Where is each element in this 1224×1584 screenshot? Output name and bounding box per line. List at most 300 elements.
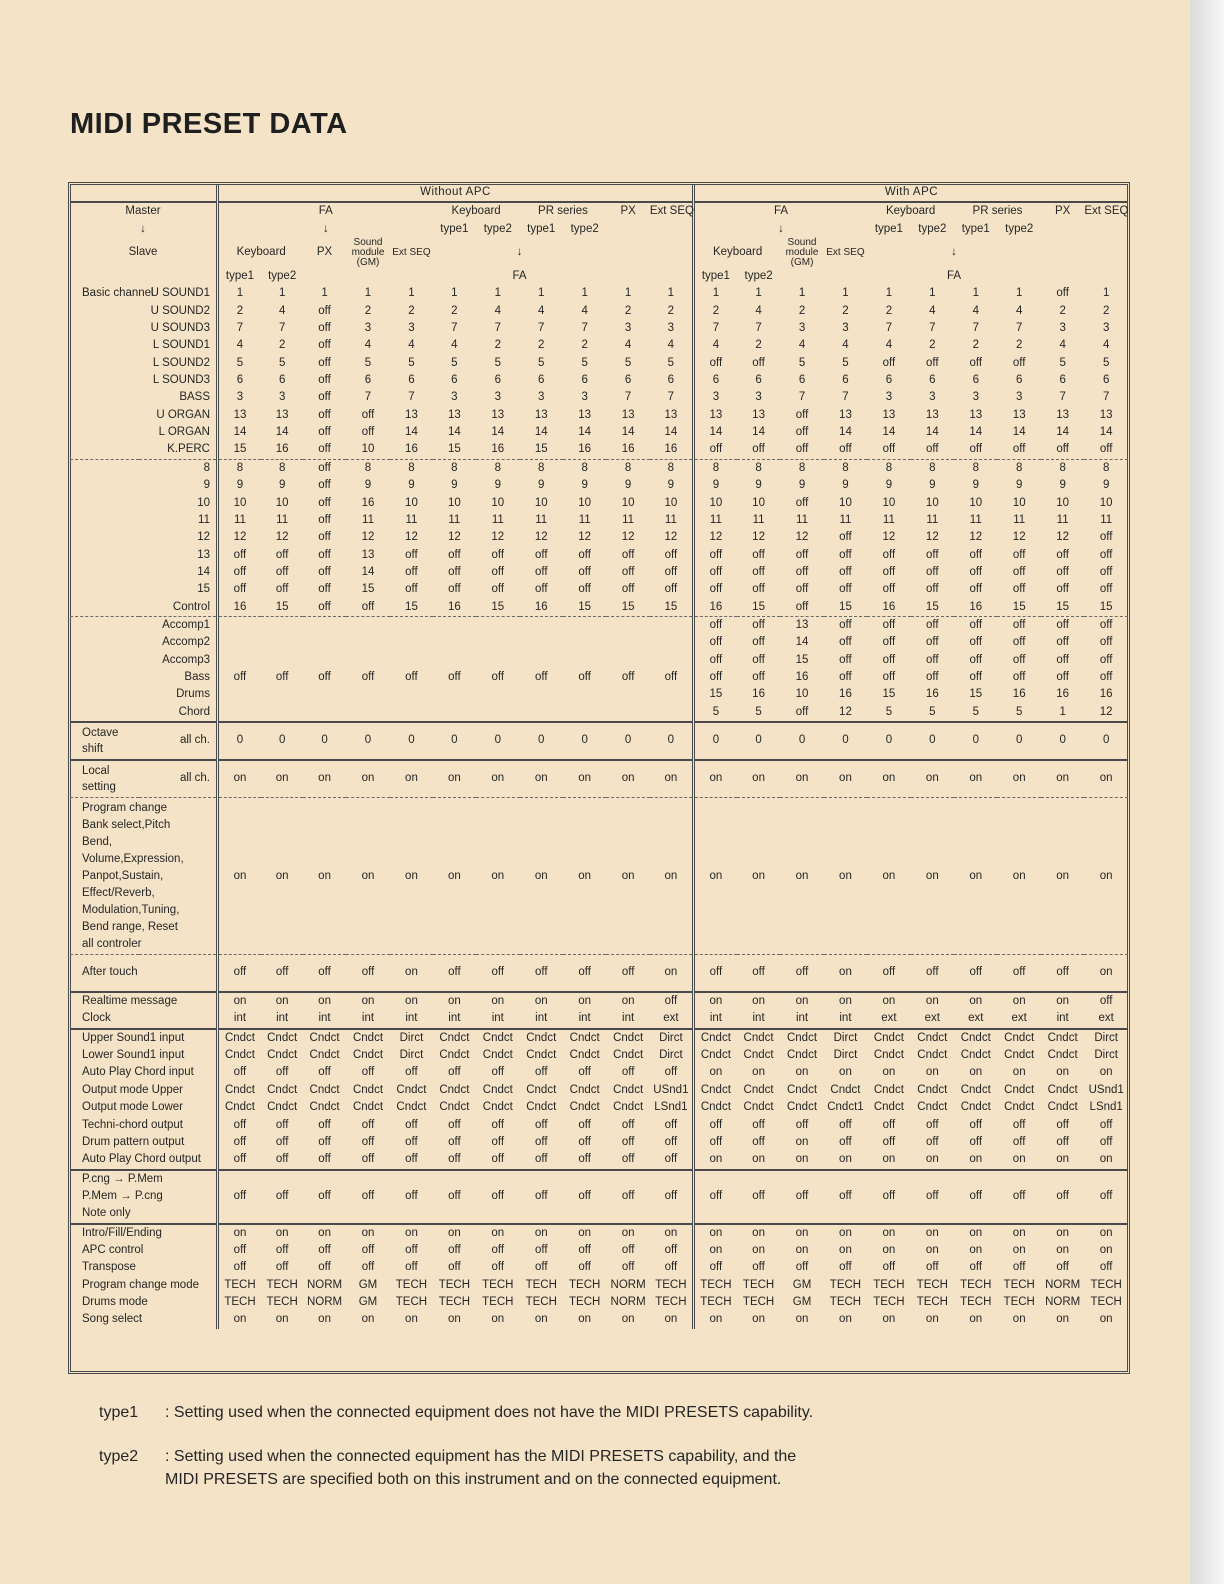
value-cell: 6 (494, 374, 502, 387)
value-cell: 3 (581, 391, 588, 404)
value-cell: on (476, 1224, 519, 1242)
table-row (70, 1224, 1128, 1242)
value-cell: TECH (1090, 1278, 1122, 1291)
table-row (70, 652, 1128, 669)
value-cell: ext (1098, 1012, 1114, 1025)
value-cell (520, 652, 563, 669)
value-cell: 12 (405, 531, 418, 544)
value-cell: on (405, 1313, 418, 1326)
value-cell: off (926, 653, 939, 666)
value-cell: 9 (1059, 479, 1066, 492)
value-cell: off (693, 1117, 736, 1134)
table-row (70, 1134, 1128, 1151)
value-cell: 8 (1084, 459, 1128, 477)
value-cell: off (318, 374, 331, 387)
value-cell: off (433, 1170, 476, 1224)
value-cell: on (361, 1313, 375, 1326)
value-cell (303, 616, 345, 634)
row-group-label: Output mode Lower (82, 1101, 184, 1114)
row-label: Drums (176, 688, 210, 701)
value-cell: 14 (752, 426, 765, 439)
value-cell: off (534, 1066, 548, 1079)
value-cell: on (390, 1224, 432, 1242)
value-cell: on (1012, 1313, 1026, 1326)
value-cell: 9 (538, 479, 545, 492)
value-cell: off (1012, 548, 1026, 561)
value-cell: on (447, 1313, 461, 1326)
value-cell: 9 (1016, 479, 1023, 492)
value-cell: Cndct (1004, 1101, 1035, 1114)
table-row (70, 634, 1128, 651)
value-cell: 11 (882, 513, 895, 526)
value-cell: Cndct (218, 1082, 261, 1099)
value-cell: off (1084, 992, 1128, 1010)
value-cell (218, 704, 261, 722)
value-cell: off (664, 548, 678, 561)
value-cell: on (693, 797, 736, 954)
value-cell: 0 (606, 722, 649, 760)
value-cell: 2 (364, 304, 372, 317)
value-cell: off (361, 1153, 375, 1166)
value-cell: 11 (796, 513, 808, 526)
value-cell: Cndct (873, 1049, 904, 1062)
value-cell: off (693, 441, 736, 459)
value-cell: 7 (1102, 391, 1110, 404)
value-cell: off (448, 1153, 461, 1166)
table-row (70, 669, 1128, 686)
value-cell: Cndct (482, 1101, 513, 1114)
value-cell: 11 (535, 513, 548, 526)
value-cell: 1 (624, 287, 632, 300)
value-cell: 1 (1102, 287, 1110, 300)
value-cell: 10 (1012, 496, 1026, 509)
value-cell: on (606, 1224, 649, 1242)
value-cell: off (969, 1135, 983, 1148)
value-cell: on (1084, 760, 1128, 798)
value-cell: 11 (362, 513, 374, 526)
value-cell: 5 (408, 356, 415, 369)
value-cell: off (1012, 443, 1026, 456)
value-cell: TECH (742, 1295, 775, 1308)
value-cell: 16 (969, 600, 983, 613)
value-cell: off (969, 653, 983, 666)
value-cell: off (218, 547, 261, 564)
value-cell: off (1056, 1118, 1069, 1131)
note-type2-text: : Setting used when the connected equipment has the MIDI PRESETS capability, and the (165, 1448, 797, 1465)
value-cell: 5 (693, 704, 736, 722)
value-cell: off (361, 1066, 375, 1079)
value-cell: 4 (972, 304, 979, 317)
value-cell: 4 (494, 304, 502, 317)
keyboard-label: Keyboard (433, 202, 520, 220)
row-group-label (70, 599, 139, 617)
value-cell: 16 (1012, 688, 1026, 701)
value-cell: 11 (448, 513, 461, 526)
value-cell: 13 (534, 408, 548, 421)
value-cell: off (405, 1153, 418, 1166)
value-cell: on (795, 1066, 809, 1079)
value-cell: 7 (842, 391, 849, 404)
value-cell (390, 616, 432, 634)
value-cell: off (1056, 1261, 1069, 1274)
value-cell: 1 (693, 285, 736, 302)
table-row (70, 424, 1128, 441)
value-cell: on (261, 760, 303, 798)
value-cell: off (737, 616, 780, 634)
row-group-label (70, 652, 139, 669)
value-cell: 0 (737, 722, 780, 760)
value-cell: off (491, 1135, 505, 1148)
value-cell: off (882, 636, 896, 649)
value-cell: off (578, 565, 591, 578)
row-label: L SOUND3 (152, 374, 210, 387)
value-cell: 15 (925, 600, 939, 613)
value-cell: 15 (1012, 600, 1026, 613)
value-cell: off (218, 1259, 261, 1276)
group-header-row (70, 184, 1128, 202)
value-cell: off (318, 479, 331, 492)
value-cell: 9 (278, 479, 286, 492)
value-cell: 13 (578, 408, 592, 421)
value-cell: TECH (873, 1278, 905, 1291)
value-cell (650, 616, 694, 634)
value-cell: off (534, 1153, 548, 1166)
value-cell: 5 (278, 356, 286, 369)
value-cell: on (433, 992, 476, 1010)
value-cell: 15 (664, 600, 678, 613)
value-cell: on (882, 1313, 896, 1326)
value-cell: TECH (693, 1294, 736, 1311)
slave-keyboard: Keyboard (218, 238, 304, 268)
value-cell: 6 (581, 374, 588, 387)
value-cell: Cndct (1047, 1049, 1078, 1062)
row-group-label (70, 495, 139, 512)
value-cell: 12 (839, 705, 852, 718)
value-cell: Cndct (780, 1029, 823, 1047)
value-cell: ext (663, 1012, 679, 1025)
value-cell: 13 (752, 408, 765, 421)
value-cell: 15 (491, 600, 505, 613)
value-cell: 9 (798, 479, 806, 492)
note-type2-key: type2 (99, 1448, 139, 1465)
value-cell: off (448, 670, 461, 683)
value-cell: 7 (972, 322, 979, 335)
value-cell: on (997, 797, 1040, 954)
value-cell: on (218, 1224, 261, 1242)
value-cell (650, 686, 694, 703)
value-cell: 0 (218, 722, 261, 760)
value-cell: 5 (1102, 356, 1110, 369)
value-cell: 4 (1016, 304, 1023, 317)
value-cell: off (795, 583, 809, 596)
value-cell: 0 (261, 722, 303, 760)
value-cell: 16 (491, 443, 505, 456)
value-cell: 14 (1056, 426, 1070, 439)
value-cell: Cndct (218, 1099, 261, 1116)
value-cell: 9 (1102, 479, 1110, 492)
value-cell: off (218, 581, 261, 598)
value-cell: 1 (451, 287, 458, 300)
value-cell: Cndct (526, 1083, 557, 1096)
value-cell: 15 (621, 600, 635, 613)
row-group-label (70, 320, 139, 337)
row-label: Chord (178, 705, 210, 718)
slave-ext-seq: Ext SEQ (392, 247, 431, 259)
value-cell: off (969, 565, 983, 578)
value-cell: on (218, 992, 261, 1010)
value-cell: off (361, 600, 375, 613)
value-cell: 10 (534, 496, 548, 509)
value-cell: Cndct (303, 1029, 345, 1047)
value-cell: 1 (581, 287, 588, 300)
value-cell: on (752, 1066, 765, 1079)
row-group-label (70, 389, 139, 406)
value-cell: 5 (364, 356, 372, 369)
value-cell: TECH (266, 1278, 298, 1291)
value-cell: off (1099, 636, 1113, 649)
value-cell: TECH (693, 1277, 736, 1294)
value-cell: off (664, 670, 678, 683)
value-cell: off (795, 705, 809, 718)
value-cell: 1 (755, 287, 762, 300)
value-cell: off (621, 1135, 635, 1148)
value-cell: off (1099, 583, 1113, 596)
value-cell: 12 (621, 531, 635, 544)
value-cell: 3 (408, 322, 415, 335)
value-cell: on (795, 1243, 809, 1256)
value-cell: off (954, 1170, 997, 1224)
value-cell: off (926, 1118, 939, 1131)
value-cell: 8 (390, 459, 432, 477)
value-cell: 5 (929, 705, 936, 718)
value-cell: on (693, 1224, 736, 1242)
value-cell: 8 (650, 459, 694, 477)
value-cell: Cndct (613, 1049, 644, 1062)
value-cell: on (1056, 1153, 1070, 1166)
value-cell: 7 (451, 322, 458, 335)
value-cell: 10 (1099, 496, 1113, 509)
value-cell: 4 (218, 337, 261, 354)
value-cell: Cndct (309, 1101, 340, 1114)
value-cell: on (1056, 1313, 1070, 1326)
value-cell: 16 (795, 670, 809, 683)
value-cell: 13 (405, 408, 418, 421)
value-cell: 8 (563, 459, 606, 477)
value-cell: 2 (581, 339, 588, 352)
value-cell: on (1041, 1224, 1084, 1242)
value-cell (390, 652, 432, 669)
value-cell: on (218, 797, 261, 954)
row-group-label: Lower Sound1 input (82, 1049, 185, 1062)
value-cell: NORM (610, 1278, 646, 1291)
value-cell: Cndct (346, 1029, 390, 1047)
value-cell: on (650, 1224, 694, 1242)
value-cell: Cndct (439, 1101, 470, 1114)
value-cell: 13 (1012, 408, 1026, 421)
value-cell: 1 (798, 287, 806, 300)
value-cell: 16 (218, 599, 261, 617)
value-cell: 10 (839, 496, 852, 509)
value-cell: 16 (405, 443, 418, 456)
value-cell: 15 (405, 600, 418, 613)
value-cell (563, 634, 606, 651)
value-cell: off (578, 1153, 591, 1166)
row-group-label: Intro/Fill/Ending (70, 1224, 218, 1242)
value-cell: off (318, 548, 331, 561)
value-cell: Cndct (954, 1029, 997, 1047)
value-cell: 1 (278, 287, 286, 300)
value-cell: 14 (405, 426, 418, 439)
value-cell: 3 (218, 389, 261, 406)
master-arrow: ↓ (140, 222, 146, 235)
value-cell: on (1041, 797, 1084, 954)
value-cell: 2 (538, 339, 545, 352)
value-cell: 11 (405, 513, 418, 526)
value-cell: 9 (929, 479, 936, 492)
value-cell: Cndct (737, 1029, 780, 1047)
value-cell: on (476, 760, 519, 798)
value-cell: 8 (433, 459, 476, 477)
value-cell: 7 (929, 322, 936, 335)
value-cell: 8 (780, 459, 823, 477)
value-cell: TECH (569, 1295, 601, 1308)
value-cell: 13 (1099, 408, 1113, 421)
row-label: 8 (139, 459, 218, 477)
row-group-label: Drums mode (82, 1295, 148, 1308)
value-cell: 4 (278, 304, 286, 317)
value-cell: 10 (925, 496, 939, 509)
value-cell: on (752, 1243, 765, 1256)
value-cell (261, 616, 303, 634)
value-cell: off (954, 955, 997, 993)
value-cell: 8 (1041, 459, 1084, 477)
value-cell: 10 (795, 688, 809, 701)
slave-arrow-apc: ↓ (951, 246, 957, 259)
value-cell: 15 (578, 600, 592, 613)
value-cell: 3 (842, 322, 849, 335)
value-cell: 15 (534, 443, 548, 456)
value-cell: TECH (655, 1295, 687, 1308)
value-cell: off (664, 1066, 678, 1079)
value-cell: off (795, 408, 809, 421)
value-cell: 2 (885, 304, 893, 317)
row-label: U SOUND2 (150, 304, 210, 317)
value-cell: off (218, 1117, 261, 1134)
value-cell: off (969, 443, 983, 456)
value-cell: int (318, 1012, 331, 1025)
value-cell: off (1012, 1118, 1026, 1131)
value-cell: 13 (361, 548, 375, 561)
value-cell: int (693, 1010, 736, 1028)
value-cell: 0 (1041, 722, 1084, 760)
pr-series-label-apc: PR series (954, 202, 1041, 220)
value-cell (261, 634, 303, 651)
value-cell: off (491, 565, 505, 578)
value-cell: 15 (882, 688, 896, 701)
value-cell: Cndct (267, 1083, 298, 1096)
value-cell: 8 (911, 459, 954, 477)
value-cell: off (405, 548, 418, 561)
value-cell: 14 (795, 636, 809, 649)
value-cell: int (276, 1012, 289, 1025)
value-cell: on (218, 1311, 261, 1328)
value-cell: Cndct (917, 1049, 948, 1062)
value-cell: Cndct (743, 1101, 774, 1114)
value-cell: on (737, 1224, 780, 1242)
value-cell: 3 (451, 391, 458, 404)
value-cell: Cndct (613, 1083, 644, 1096)
row-group-label (70, 337, 139, 354)
value-cell: on (969, 1066, 983, 1079)
value-cell: 2 (1102, 304, 1110, 317)
value-cell: Cndct (867, 1029, 910, 1047)
value-cell (476, 652, 519, 669)
value-cell: 13 (780, 616, 823, 634)
value-cell: 13 (839, 408, 852, 421)
value-cell: off (693, 547, 736, 564)
value-cell: off (1084, 616, 1128, 634)
value-cell: 14 (1099, 426, 1113, 439)
value-cell: off (621, 1153, 635, 1166)
table-row (70, 992, 1128, 1010)
value-cell: on (752, 1153, 765, 1166)
pr-type2-label-apc: type2 (1005, 222, 1034, 235)
value-cell: off (693, 616, 736, 634)
value-cell: TECH (395, 1278, 428, 1291)
table-row (70, 760, 1128, 798)
value-cell: int (578, 1012, 591, 1025)
value-cell: off (318, 304, 331, 317)
row-label: Accomp1 (139, 616, 218, 634)
value-cell: 10 (693, 495, 736, 512)
value-cell: off (621, 1118, 635, 1131)
value-cell: 12 (1056, 531, 1070, 544)
value-cell: on (1099, 1153, 1113, 1166)
table-row (70, 372, 1128, 389)
value-cell: 5 (667, 356, 675, 369)
value-cell: 16 (1056, 688, 1070, 701)
value-cell (261, 652, 303, 669)
value-cell: 7 (278, 322, 286, 335)
value-cell (650, 652, 694, 669)
value-cell: 16 (534, 600, 548, 613)
value-cell: Cndct (743, 1049, 774, 1062)
value-cell: off (1041, 616, 1084, 634)
value-cell: on (1041, 992, 1084, 1010)
value-cell: 12 (1099, 705, 1113, 718)
row-label: K.PERC (167, 443, 210, 456)
value-cell: on (824, 992, 867, 1010)
value-cell: off (867, 616, 910, 634)
page-edge (1190, 0, 1224, 1584)
value-cell: 11 (693, 512, 736, 529)
value-cell: on (954, 992, 997, 1010)
value-cell: on (606, 992, 649, 1010)
value-cell (606, 634, 649, 651)
value-cell: 2 (624, 304, 632, 317)
row-label: all ch. (139, 760, 218, 798)
value-cell: off (621, 565, 635, 578)
value-cell: int (1056, 1012, 1069, 1025)
value-cell: off (578, 548, 591, 561)
row-label: Accomp3 (162, 653, 210, 666)
value-cell: off (1056, 287, 1069, 300)
value-cell: 3 (667, 322, 675, 335)
value-cell: 8 (606, 459, 649, 477)
value-cell: 4 (693, 337, 736, 354)
value-cell: off (1012, 583, 1026, 596)
value-cell: off (275, 1261, 289, 1274)
